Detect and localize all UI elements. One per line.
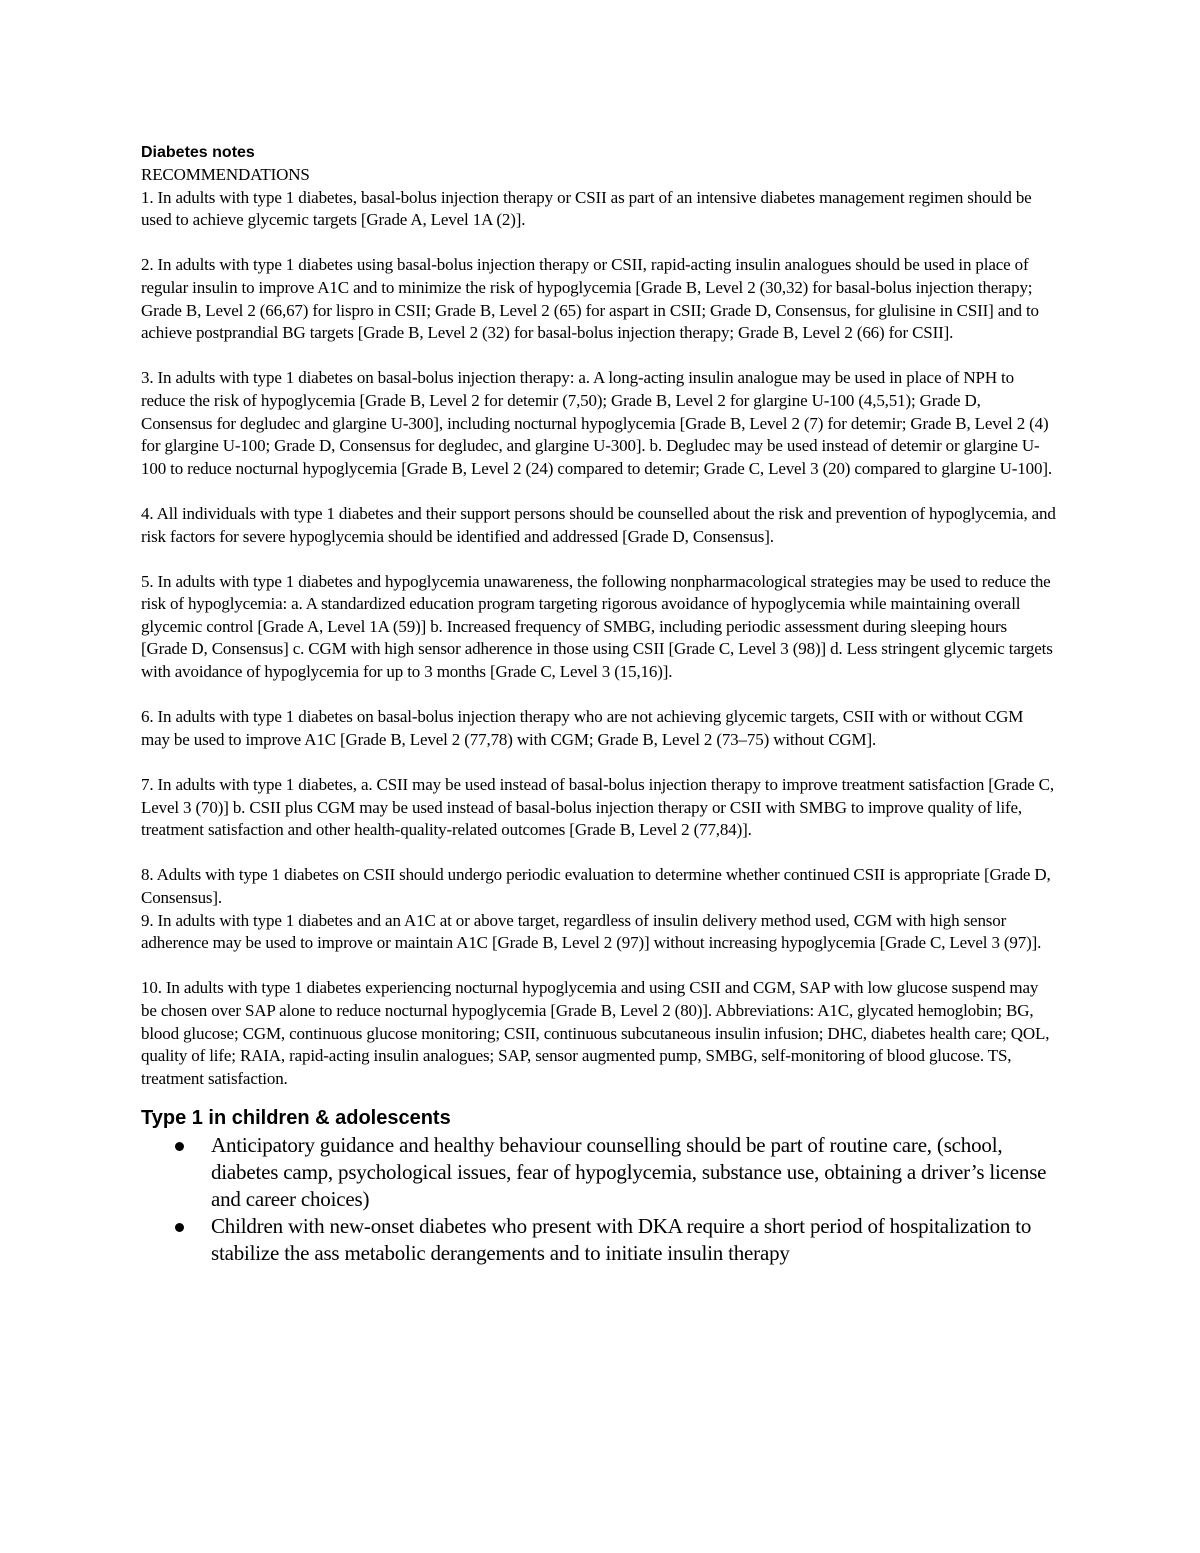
document-title: Diabetes notes (141, 144, 255, 161)
bullet-text: Children with new-onset diabetes who present with DKA require a short period of hospitalization to stabilize the ass metabolic derangements and to initiate insulin therapy (211, 1214, 1032, 1266)
recommendation-8: 8. Adults with type 1 diabetes on CSII should undergo periodic evaluation to determine whether continued CSII is appropriate [Grade D, Consensus]. (141, 865, 1051, 907)
recommendation-7: 7. In adults with type 1 diabetes, a. CSII may be used instead of basal-bolus injection therapy to improve treatment satisfaction [Grade C, Level 3 (70)] b. CSII plus CGM may be used instead of basal-bolus injection therapy or CSII with SMBG to improve quality of life, treatment satisfaction and other health-quality-related outcomes [Grade B, Level 2 (77,84)]. (141, 775, 1054, 840)
bullet-item (141, 1213, 1056, 1267)
section-heading: Type 1 in children & adolescents (141, 1107, 451, 1130)
bullet-text: Anticipatory guidance and healthy behaviour counselling should be part of routine care, (school, diabetes camp, psychological issues, fear of hypoglycemia, substance use, obtaining a driver’s license and career choices) (211, 1133, 1047, 1212)
recommendation-10: 10. In adults with type 1 diabetes experiencing nocturnal hypoglycemia and using CSII and CGM, SAP with low glucose suspend may be chosen over SAP alone to reduce nocturnal hypoglycemia [Grade B, Level 2 (80)]. Abbreviations: A1C, glycated hemoglobin; BG, blood glucose; CGM, continuous glucose monitoring; CSII, continuous subcutaneous insulin infusion; DHC, diabetes health care; QOL, quality of life; RAIA, rapid-acting insulin analogues; SAP, sensor augmented pump, SMBG, self-monitoring of blood glucose. TS, treatment satisfaction. (141, 978, 1050, 1088)
recommendation-9: 9. In adults with type 1 diabetes and an A1C at or above target, regardless of insulin delivery method used, CGM with high sensor adherence may be used to improve or maintain A1C [Grade B, Level 2 (97)] without increasing hypoglycemia [Grade C, Level 3 (97)]. (141, 910, 1042, 953)
recommendation-2: 2. In adults with type 1 diabetes using basal-bolus injection therapy or CSII, rapid-acting insulin analogues should be used in place of regular insulin to improve A1C and to minimize the risk of hypoglycemia [Grade B, Level 2 (30,32) for basal-bolus injection therapy; Grade B, Level 2 (66,67) for lispro in CSII; Grade B, Level 2 (65) for aspart in CSII; Grade D, Consensus, for glulisine in CSII] and to achieve postprandial BG targets [Grade B, Level 2 (32) for basal-bolus injection therapy; Grade B, Level 2 (66) for CSII]. (141, 255, 1039, 343)
recommendation-5: 5. In adults with type 1 diabetes and hypoglycemia unawareness, the following nonpharmacological strategies may be used to reduce the risk of hypoglycemia: a. A standardized education program targeting rigorous avoidance of hypoglycemia while maintaining overall glycemic control [Grade A, Level 1A (59)] b. Increased frequency of SMBG, including periodic assessment during sleeping hours [Grade D, Consensus] c. CGM with high sensor adherence in those using CSII [Grade C, Level 3 (98)] d. Less stringent glycemic targets with avoidance of hypoglycemia for up to 3 months [Grade C, Level 3 (15,16)]. (141, 571, 1053, 682)
bullet-item (141, 1132, 1056, 1213)
bullet-dot-icon (175, 1142, 184, 1151)
recommendation-1: 1. In adults with type 1 diabetes, basal-bolus injection therapy or CSII as part of an intensive diabetes management regimen should be used to achieve glycemic targets [Grade A, Level 1A (2)]. (141, 187, 1032, 230)
bullet-dot-icon (175, 1223, 184, 1232)
recommendation-6: 6. In adults with type 1 diabetes on basal-bolus injection therapy who are not achieving glycemic targets, CSII with or without CGM may be used to improve A1C [Grade B, Level 2 (77,78) with CGM; Grade B, Level 2 (73–75) without CGM]. (141, 707, 1024, 749)
bullet-list (141, 1132, 1056, 1267)
recommendations-heading: RECOMMENDATIONS (141, 165, 310, 184)
recommendation-4: 4. All individuals with type 1 diabetes and their support persons should be counselled about the risk and prevention of hypoglycemia, and risk factors for severe hypoglycemia should be identified and addressed [Grade D, Consensus]. (141, 503, 1056, 546)
recommendation-3: 3. In adults with type 1 diabetes on basal-bolus injection therapy: a. A long-acting insulin analogue may be used in place of NPH to reduce the risk of hypoglycemia [Grade B, Level 2 for detemir (7,50); Grade B, Level 2 for glargine U-100 (4,5,51); Grade D, Consensus for degludec and glargine U-300], including nocturnal hypoglycemia [Grade B, Level 2 (7) for detemir; Grade B, Level 2 (4) for glargine U-100; Grade D, Consensus for degludec, and glargine U-300]. b. Degludec may be used instead of detemir or glargine U-100 to reduce nocturnal hypoglycemia [Grade B, Level 2 (24) compared to detemir; Grade C, Level 3 (20) compared to glargine U-100]. (141, 368, 1052, 478)
document-page (141, 142, 1056, 1267)
